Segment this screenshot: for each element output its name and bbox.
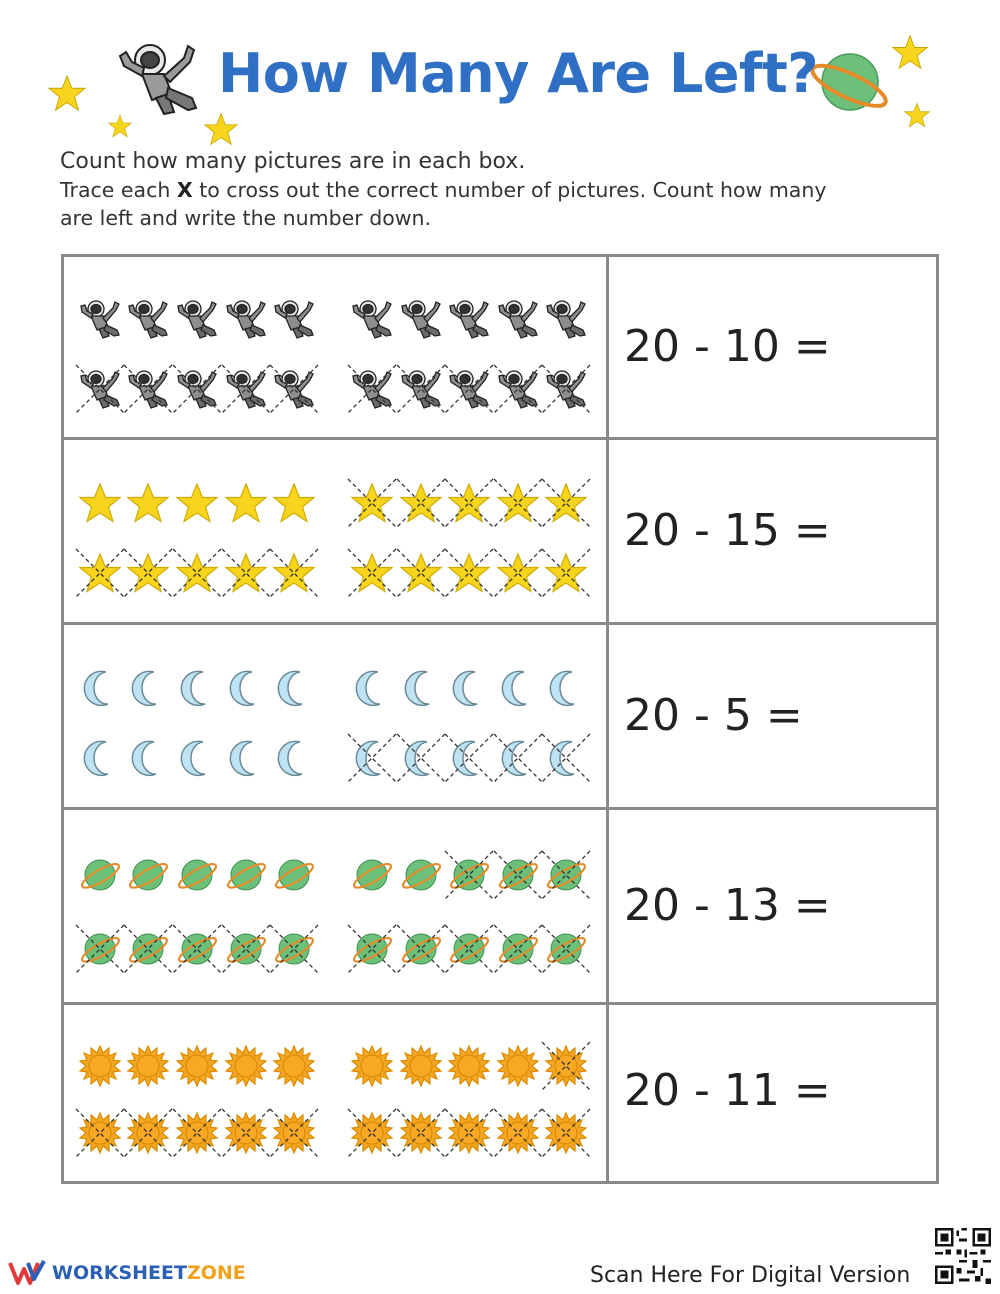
star-picture-crossed-icon [544,481,588,525]
moon-picture-icon [224,666,268,710]
astronaut-decoration-icon [112,38,204,120]
problem-row [64,810,936,1005]
instruction-line-1: Count how many pictures are in each box. [60,149,526,174]
problem-row [64,440,936,625]
planet-picture-crossed-icon [544,927,588,971]
star-picture-crossed-icon [350,551,394,595]
star-picture-crossed-icon [175,551,219,595]
star-picture-icon [126,481,170,525]
star-picture-crossed-icon [447,551,491,595]
planet-picture-crossed-icon [126,927,170,971]
moon-picture-icon [447,666,491,710]
star-picture-crossed-icon [447,481,491,525]
planet-picture-crossed-icon [350,927,394,971]
planet-picture-crossed-icon [175,927,219,971]
planet-picture-crossed-icon [224,927,268,971]
moon-picture-icon [175,666,219,710]
star-picture-crossed-icon [78,551,122,595]
worksheet-grid [61,254,939,1184]
astronaut-picture-crossed-icon [496,367,540,411]
picture-box [64,257,609,437]
planet-picture-crossed-icon [78,927,122,971]
instruction-x-mark: X [176,178,193,202]
sun-picture-crossed-icon [399,1111,443,1155]
planet-picture-icon [224,853,268,897]
sun-picture-crossed-icon [224,1111,268,1155]
equation-text: 20 - 10 = [624,321,831,372]
astronaut-picture-crossed-icon [544,367,588,411]
equation-text: 20 - 11 = [624,1065,831,1116]
sun-picture-crossed-icon [272,1111,316,1155]
sun-picture-crossed-icon [175,1111,219,1155]
star-decoration-icon [48,74,86,112]
moon-picture-icon [175,736,219,780]
sun-picture-crossed-icon [126,1111,170,1155]
star-picture-crossed-icon [350,481,394,525]
picture-box [64,440,609,622]
star-decoration-icon [108,114,132,138]
moon-picture-icon [496,666,540,710]
astronaut-picture-icon [350,297,394,341]
astronaut-picture-icon [399,297,443,341]
planet-picture-icon [126,853,170,897]
star-picture-crossed-icon [544,551,588,595]
moon-picture-crossed-icon [447,736,491,780]
sun-picture-crossed-icon [496,1111,540,1155]
star-decoration-icon [904,102,930,128]
astronaut-picture-crossed-icon [126,367,170,411]
astronaut-picture-icon [272,297,316,341]
planet-picture-crossed-icon [496,927,540,971]
star-picture-crossed-icon [224,551,268,595]
equation-text: 20 - 15 = [624,505,831,556]
sun-picture-crossed-icon [447,1111,491,1155]
sun-picture-icon [126,1044,170,1088]
worksheetzone-logo-icon [8,1259,48,1287]
planet-picture-icon [175,853,219,897]
moon-picture-icon [272,666,316,710]
astronaut-picture-crossed-icon [175,367,219,411]
sun-picture-crossed-icon [544,1044,588,1088]
astronaut-picture-icon [496,297,540,341]
sun-picture-icon [78,1044,122,1088]
astronaut-picture-crossed-icon [272,367,316,411]
moon-picture-icon [544,666,588,710]
star-picture-crossed-icon [272,551,316,595]
star-picture-crossed-icon [496,481,540,525]
brand-name-part1: WORKSHEET [52,1262,187,1284]
planet-picture-icon [350,853,394,897]
picture-box [64,1005,609,1181]
astronaut-picture-crossed-icon [447,367,491,411]
instruction-line-2 [60,178,826,202]
sun-picture-crossed-icon [350,1111,394,1155]
star-picture-icon [224,481,268,525]
page-title: How Many Are Left? [218,42,819,105]
sun-picture-icon [350,1044,394,1088]
planet-picture-icon [78,853,122,897]
planet-picture-crossed-icon [447,927,491,971]
star-picture-icon [272,481,316,525]
problem-row [64,1005,936,1181]
problem-row [64,257,936,440]
planet-picture-crossed-icon [496,853,540,897]
sun-picture-icon [224,1044,268,1088]
astronaut-picture-crossed-icon [399,367,443,411]
sun-picture-icon [272,1044,316,1088]
astronaut-picture-icon [175,297,219,341]
moon-picture-icon [350,666,394,710]
sun-picture-crossed-icon [78,1111,122,1155]
sun-picture-icon [399,1044,443,1088]
planet-picture-crossed-icon [272,927,316,971]
planet-picture-icon [272,853,316,897]
star-picture-crossed-icon [126,551,170,595]
instruction-line-3: are left and write the number down. [60,206,432,230]
moon-picture-icon [78,666,122,710]
astronaut-picture-crossed-icon [350,367,394,411]
moon-picture-icon [272,736,316,780]
moon-picture-crossed-icon [399,736,443,780]
moon-picture-icon [78,736,122,780]
planet-picture-crossed-icon [447,853,491,897]
star-picture-crossed-icon [496,551,540,595]
sun-picture-icon [175,1044,219,1088]
problem-row [64,625,936,810]
scan-instruction: Scan Here For Digital Version [590,1263,911,1288]
planet-picture-crossed-icon [544,853,588,897]
star-picture-icon [78,481,122,525]
astronaut-picture-icon [544,297,588,341]
moon-picture-icon [399,666,443,710]
moon-picture-crossed-icon [544,736,588,780]
instruction-suffix: to cross out the correct number of pictures. Count how many [192,178,827,202]
star-decoration-icon [892,34,928,70]
brand-logo [8,1258,246,1288]
equation-text: 20 - 13 = [624,880,831,931]
star-picture-crossed-icon [399,481,443,525]
star-decoration-icon [204,112,238,146]
astronaut-picture-crossed-icon [78,367,122,411]
astronaut-picture-icon [447,297,491,341]
moon-picture-icon [126,666,170,710]
planet-picture-icon [399,853,443,897]
sun-picture-icon [447,1044,491,1088]
moon-picture-icon [126,736,170,780]
picture-box [64,625,609,807]
astronaut-picture-icon [78,297,122,341]
astronaut-picture-icon [224,297,268,341]
astronaut-picture-icon [126,297,170,341]
moon-picture-icon [224,736,268,780]
star-picture-icon [175,481,219,525]
planet-decoration-icon [808,48,892,118]
sun-picture-crossed-icon [544,1111,588,1155]
brand-name [52,1262,246,1284]
brand-name-part2: ZONE [186,1262,246,1284]
moon-picture-crossed-icon [496,736,540,780]
picture-box [64,810,609,1002]
star-picture-crossed-icon [399,551,443,595]
equation-text: 20 - 5 = [624,690,803,741]
instruction-prefix: Trace each [60,178,177,202]
moon-picture-crossed-icon [350,736,394,780]
qr-code-icon[interactable] [935,1228,991,1284]
planet-picture-crossed-icon [399,927,443,971]
sun-picture-icon [496,1044,540,1088]
astronaut-picture-crossed-icon [224,367,268,411]
